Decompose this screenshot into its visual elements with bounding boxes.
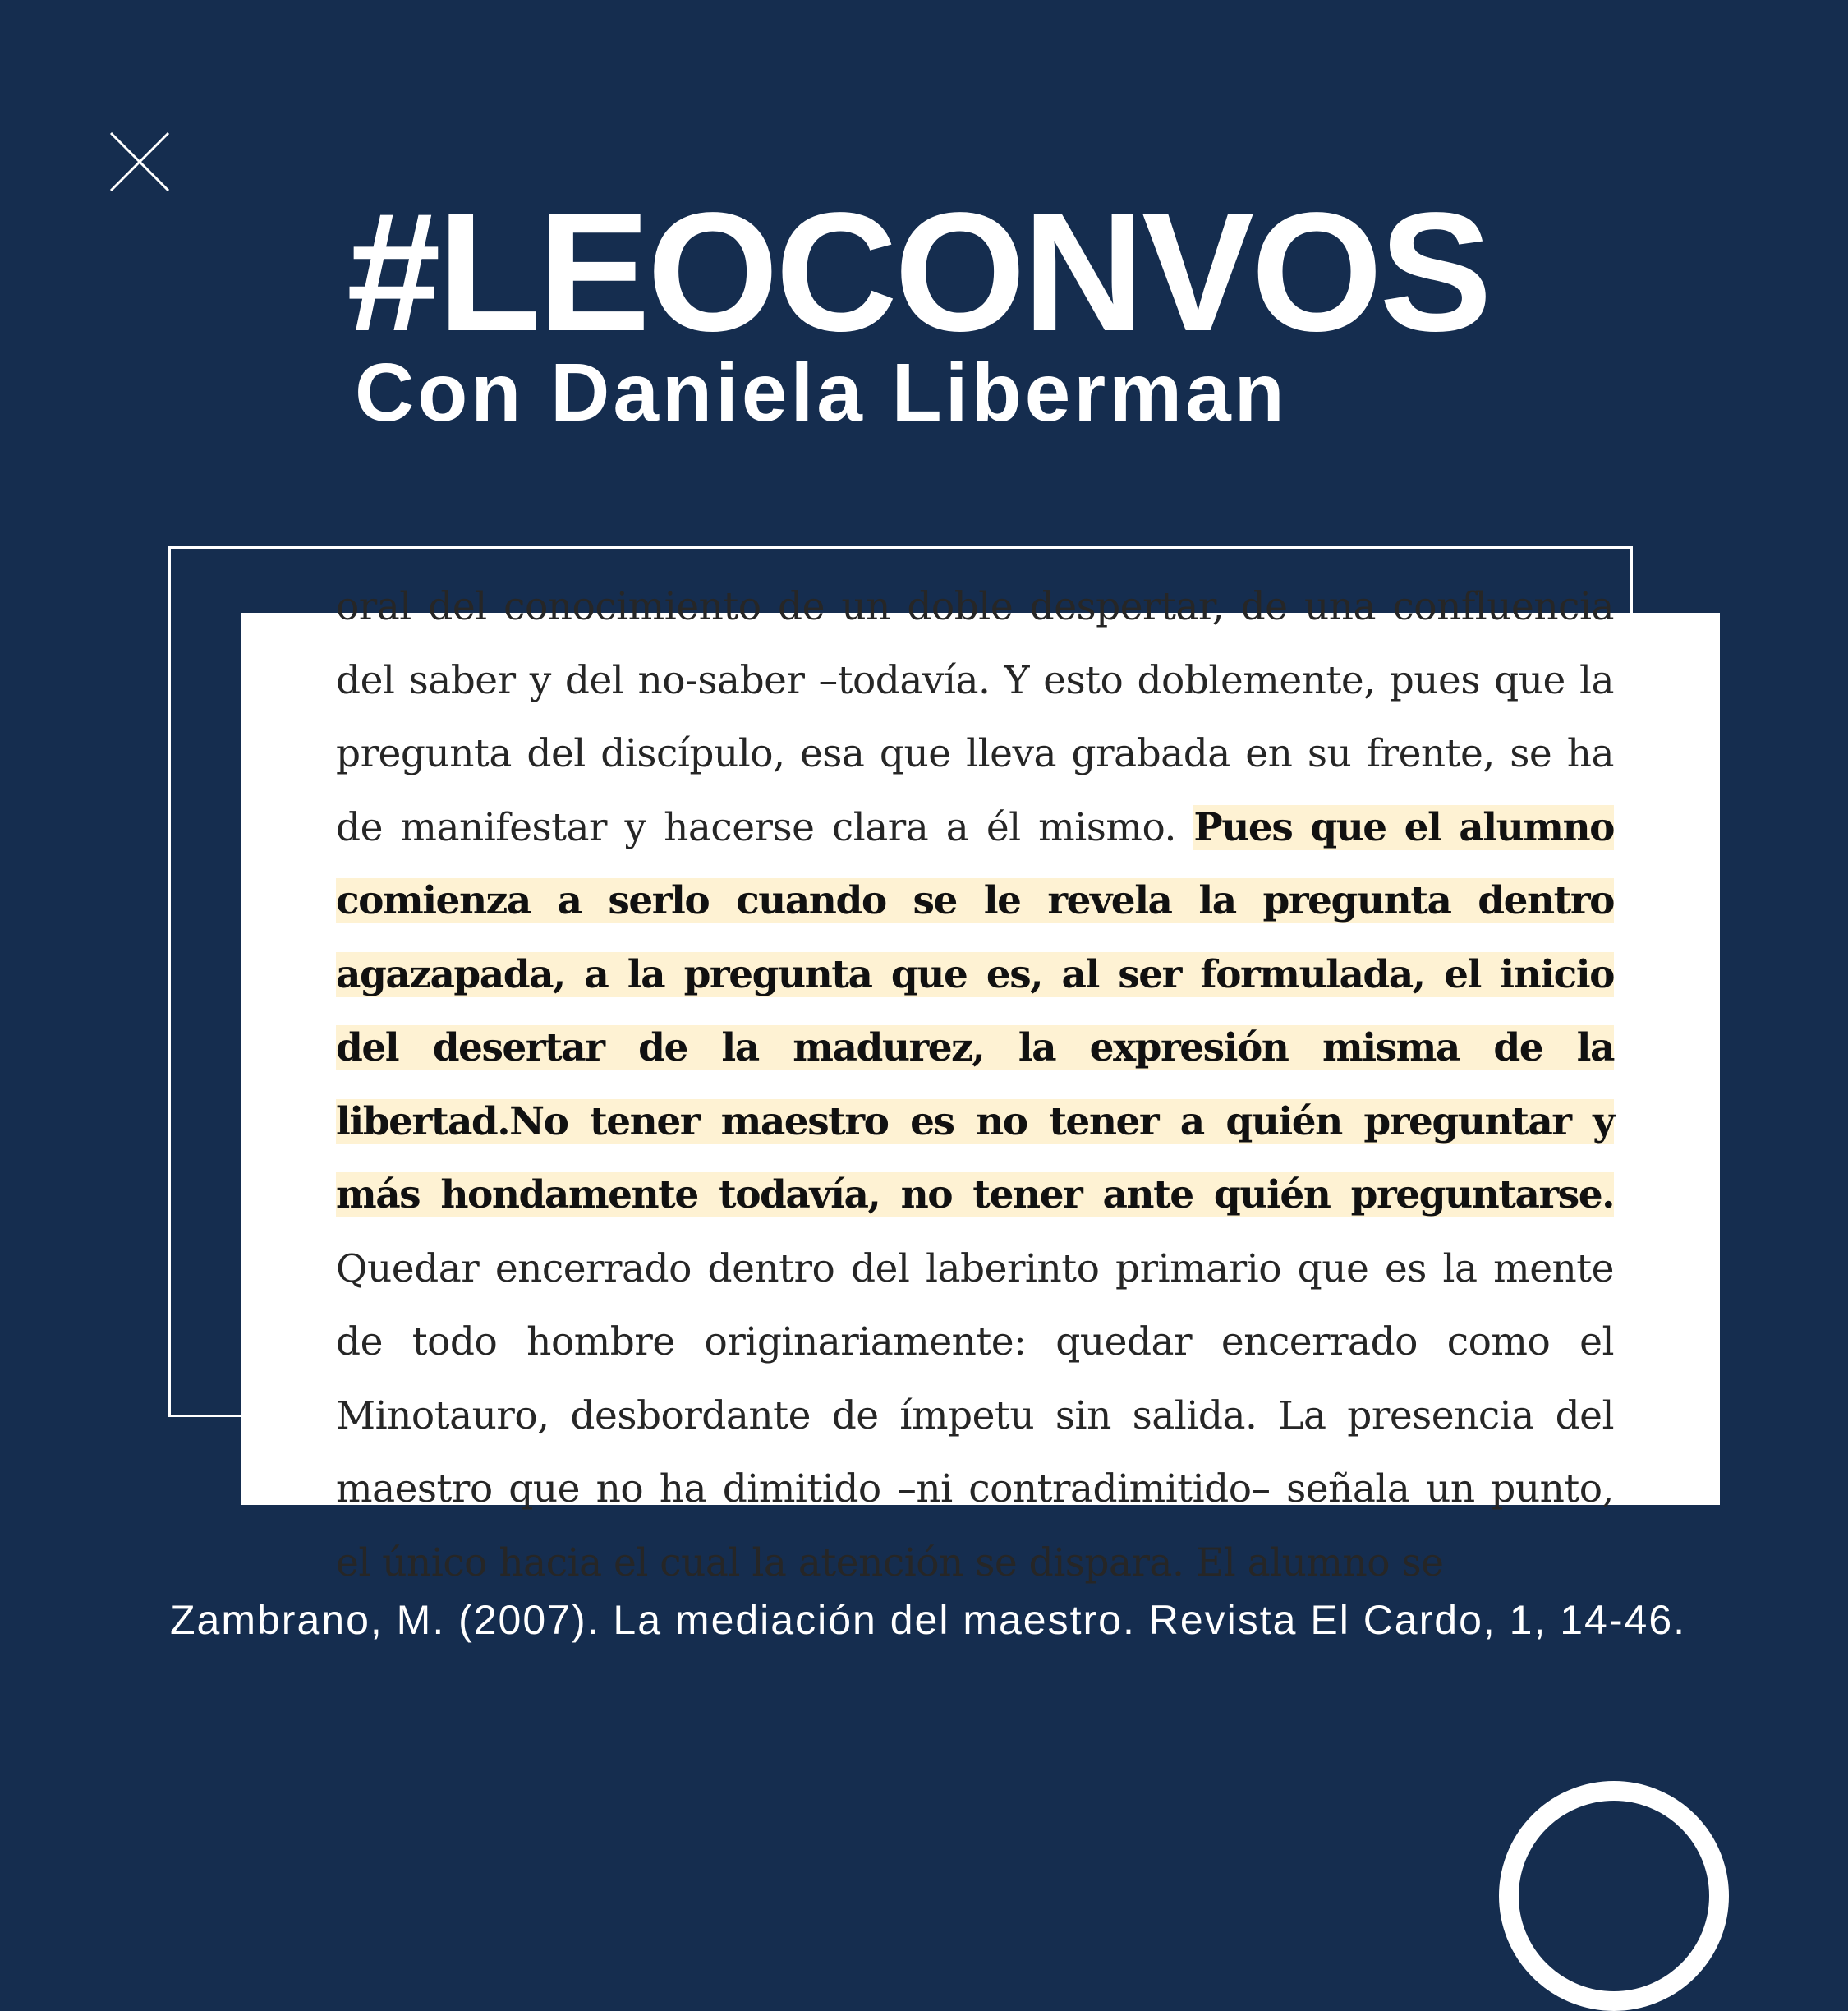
excerpt-highlighted-text: Pues que el alumno comienza a serlo cuando se le revela la pregunta dentro agazapada, a la pregunta que es, al ser formulada, el inicio del desertar de la madurez, la expresión misma de la libertad.No tener maestro es no tener a quién preguntar y más hondamente todavía, no tener ante quién preguntarse. [336,804,1615,1217]
page-title: #LEOCONVOS [347,177,1489,366]
quote-excerpt-card [241,584,1720,1585]
excerpt-text-top-cut: oral del conocimiento de un doble despertar, de una confluencia del [336,584,1614,703]
excerpt-text-after: Quedar encerrado dentro del laberinto primario que es la mente de todo hombre originariamente: quedar encerrado como el Minotauro, desbordante de ímpetu sin salida. La presencia del maestro que no ha dimitido –ni contradimitido– señala un punto, el único hacia el cual la atención se dispara. El alumno se [336,1245,1614,1585]
page-subtitle: Con Daniela Liberman [355,347,1288,439]
circle-logo-icon [1499,1781,1729,2011]
close-icon[interactable] [107,129,172,195]
excerpt-text-before: saber y del no-saber –todavía. Y esto doblemente, pues que la pregunta del discípulo, esa que lleva grabada en su frente, se ha de manifestar y hacerse clara a él mismo. [336,657,1614,850]
citation: Zambrano, M. (2007). La mediación del maestro. Revista El Cardo, 1, 14-46. [170,1597,1687,1643]
excerpt-paragraph [336,570,1614,1599]
